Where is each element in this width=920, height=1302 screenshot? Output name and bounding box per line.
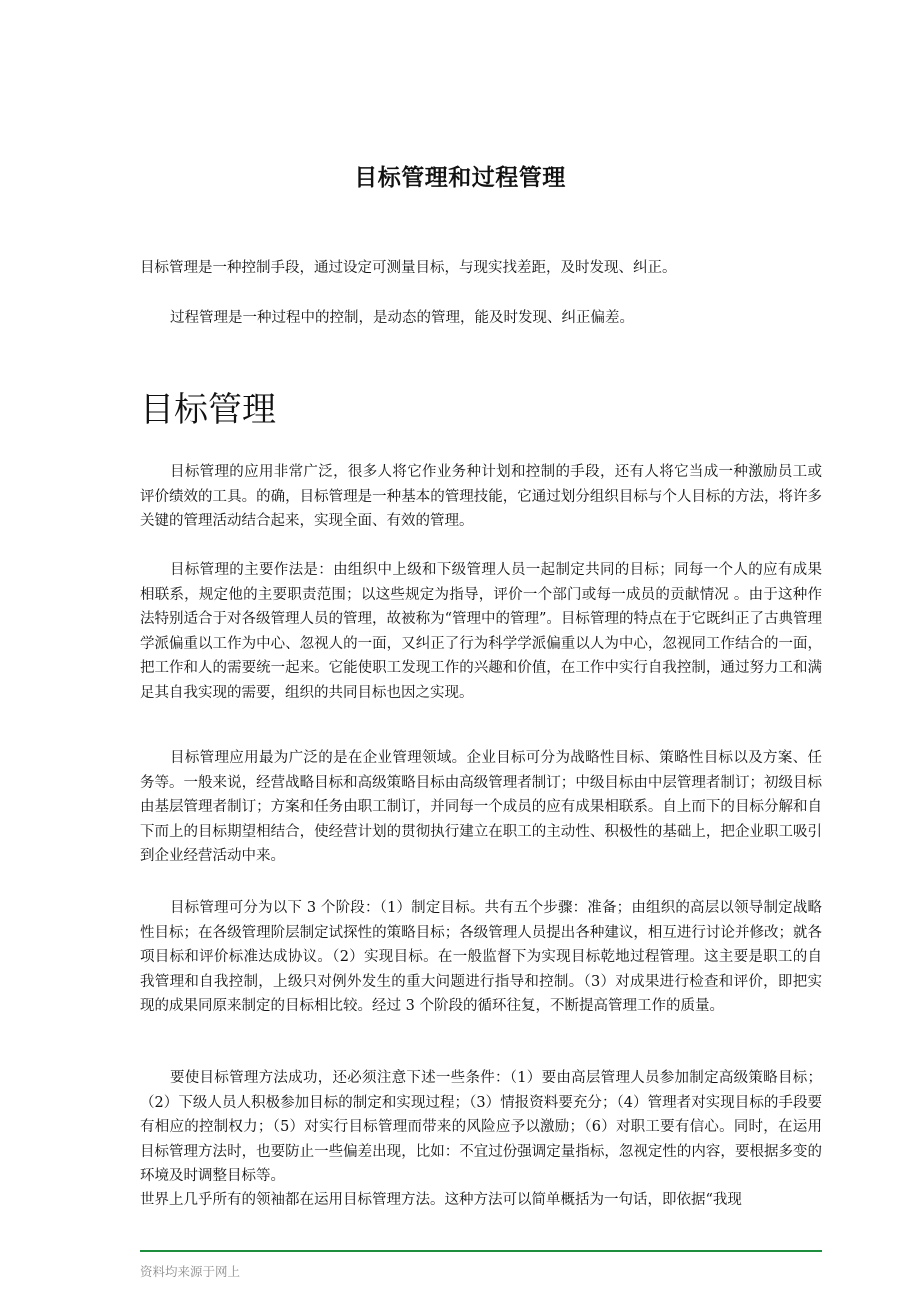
intro-paragraph-goal-management: 目标管理是一种控制手段，通过设定可测量目标，与现实找差距，及时发现、纠正。 bbox=[140, 260, 677, 276]
footer-divider bbox=[140, 1250, 822, 1252]
body-paragraph: 目标管理可分为以下 3 个阶段：（1）制定目标。共有五个步骤：准备；由组织的高层以领导制定战略性目标；在各级管理阶层制定试探性的策略目标；各级管理人员提出各种建议，相互进行讨论并修改；就各项目标和评价标准达成协议。（2）实现目标。在一般监督下为实现目标乾地过程管理。这主要是职工的自我管理和自我控制，上级只对例外发生的重大问题进行指导和控制。（3）对成果进行检查和评价，即把实现的成果同原来制定的目标相比较。经过 3 个阶段的循环往复，不断提高管理工作的质量。 bbox=[140, 900, 822, 1015]
document-title: 目标管理和过程管理 bbox=[354, 165, 566, 192]
body-paragraph: 目标管理应用最为广泛的是在企业管理领域。企业目标可分为战略性目标、策略性目标以及方案、任务等。一般来说，经营战略目标和高级策略目标由高级管理者制订；中级目标由中层管理者制订；初级目标由基层管理者制订；方案和任务由职工制订，并同每一个成员的应有成果相联系。自上而下的目标分解和自下而上的目标期望相结合，使经营计划的贯彻执行建立在职工的主动性、积极性的基础上，把企业职工吸引到企业经营活动中来。 bbox=[140, 750, 822, 865]
body-paragraph: 目标管理的主要作法是：由组织中上级和下级管理人员一起制定共同的目标；同每一个人的应有成果相联系，规定他的主要职责范围；以这些规定为指导，评价一个部门或每一成员的贡献情况 。由于这种作法特别适合于对各级管理人员的管理，故被称为“管理中的管理”。目标管理的特点在于它既纠正了古典管理学派偏重以工作为中心、忽视人的一面，又纠正了行为科学学派偏重以人为中心，忽视同工作结合的一面，把工作和人的需要统一起来。它能使职工发现工作的兴趣和价值，在工作中实行自我控制，通过努力工和满足其自我实现的需要，组织的共同目标也因之实现。 bbox=[140, 562, 822, 701]
section-heading: 目标管理 bbox=[140, 390, 276, 430]
footer-note: 资料均来源于网上 bbox=[140, 1264, 241, 1279]
body-paragraph: 目标管理的应用非常广泛，很多人将它作业务种计划和控制的手段，还有人将它当成一种激励员工或评价绩效的工具。的确，目标管理是一种基本的管理技能，它通过划分组织目标与个人目标的方法，将许多关键的管理活动结合起来，实现全面、有效的管理。 bbox=[140, 464, 822, 530]
body-paragraph-continued: 世界上几乎所有的领袖都在运用目标管理方法。这种方法可以简单概括为一句话，即依据“我现 bbox=[140, 1192, 742, 1208]
body-paragraph: 要使目标管理方法成功，还必须注意下述一些条件：（1）要由高层管理人员参加制定高级策略目标；（2）下级人员人积极参加目标的制定和实现过程；（3）情报资料要充分；（4）管理者对实现目标的手段要有相应的控制权力；（5）对实行目标管理而带来的风险应予以激励；（6）对职工要有信心。同时，在运用目标管理方法时，也要防止一些偏差出现，比如：不宜过份强调定量指标，忽视定性的内容，要根据多变的环境及时调整目标等。 bbox=[140, 1070, 822, 1185]
intro-paragraph-process-management: 过程管理是一种过程中的控制，是动态的管理，能及时发现、纠正偏差。 bbox=[170, 310, 634, 326]
